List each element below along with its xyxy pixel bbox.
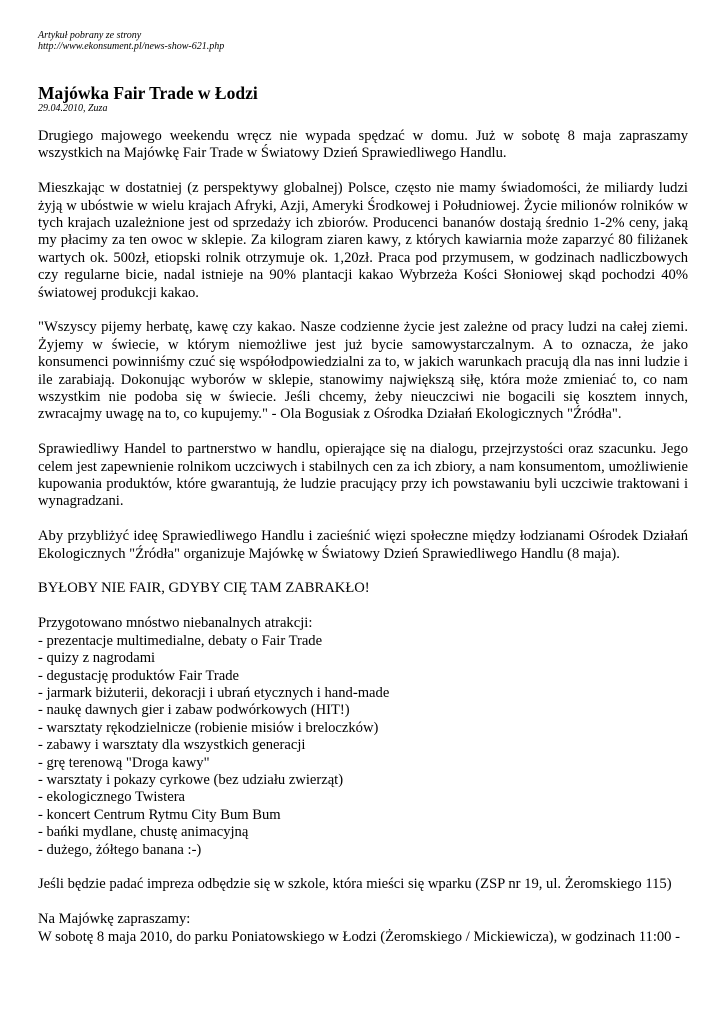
paragraph-organizer: Aby przybliżyć ideę Sprawiedliwego Handlu i zacieśnić więzi społeczne między łodzianami Ośrodek Działań Ekologicznych "Źródła" organizuje Majówkę w Światowy Dzień Sprawiedliwego Handlu (8 maja). xyxy=(38,528,688,562)
source-attribution xyxy=(38,30,688,52)
paragraph-fair-trade-definition: Sprawiedliwy Handel to partnerstwo w handlu, opierające się na dialogu, przejrzystości oraz szacunku. Jego celem jest zapewnienie rolnikom uczciwych i stabilnych cen za ich zbiory, a nam konsumentom, umożliwienie kupowania produktów, które gwarantują, że ludzie pracujący przy ich powstawaniu byli uczciwie traktowani i wynagradzani. xyxy=(38,441,688,510)
paragraph-slogan: BYŁOBY NIE FAIR, GDYBY CIĘ TAM ZABRAKŁO! xyxy=(38,580,370,597)
list-item: - dużego, żółtego banana :-) xyxy=(38,841,202,858)
list-item: - grę terenową "Droga kawy" xyxy=(38,754,210,771)
list-item: - naukę dawnych gier i zabaw podwórkowych (HIT!) xyxy=(38,702,350,719)
list-item: - zabawy i warsztaty dla wszystkich generacji xyxy=(38,737,306,754)
article-title: Majówka Fair Trade w Łodzi xyxy=(38,83,258,103)
invitation-heading: Na Majówkę zapraszamy: xyxy=(38,911,191,928)
source-url: http://www.ekonsument.pl/news-show-621.php xyxy=(38,41,225,52)
paragraph-context: Mieszkając w dostatniej (z perspektywy globalnej) Polsce, często nie mamy świadomości, że miliardy ludzi żyją w ubóstwie w wielu krajach Afryki, Azji, Ameryki Środkowej i Południowej. Życie milionów rolników w tych krajach uzależnione jest od sprzedaży ich zbiorów. Producenci bananów dostają średnio 1-2% ceny, jaką my płacimy za ten owoc w sklepie. Za kilogram ziaren kawy, z których kawiarnia może zaparzyć 80 filiżanek wartych ok. 500zł, etiopski rolnik otrzymuje ok. 1,20zł. Praca pod przymusem, w godzinach nadliczbowych czy regularne bicie, nadal istnieje na 90% plantacji kakao Wybrzeża Kości Słoniowej skąd pochodzi 40% światowej produkcji kakao. xyxy=(38,180,688,301)
attractions-list xyxy=(38,633,688,859)
list-item: - quizy z nagrodami xyxy=(38,650,156,667)
article-date-author: 29.04.2010, Zuza xyxy=(38,103,108,114)
invitation-details: W sobotę 8 maja 2010, do parku Poniatowskiego w Łodzi (Żeromskiego / Mickiewicza), w godzinach 11:00 - xyxy=(38,928,680,945)
list-item: - warsztaty i pokazy cyrkowe (bez udziału zwierząt) xyxy=(38,771,344,788)
paragraph-quote: "Wszyscy pijemy herbatę, kawę czy kakao. Nasze codzienne życie jest zależne od pracy ludzi na całej ziemi. Żyjemy w świecie, w którym niemożliwe jest już bycie samowystarczalnym. A to oznacza, że jako konsumenci powinniśmy czuć się współodpowiedzialni za to, w jakich warunkach pracują dla nas inni ludzie i ile zarabiają. Dokonując wyborów w sklepie, stanowimy największą siłę, która może zmieniać to, co nam wszystkim nie podoba się w świecie. Jeśli chcemy, żeby nieuczciwi nie bogacili się kosztem innych, zwracajmy uwagę na to, co kupujemy." - Ola Bogusiak z Ośrodka Działań Ekologicznych "Źródła". xyxy=(38,319,688,423)
paragraph-rain-info: Jeśli będzie padać impreza odbędzie się w szkole, która mieści się wparku (ZSP nr 19, ul. Żeromskiego 115) xyxy=(38,876,672,893)
list-item: - warsztaty rękodzielnicze (robienie misiów i breloczków) xyxy=(38,719,379,736)
list-item: - jarmark biżuterii, dekoracji i ubrań etycznych i hand-made xyxy=(38,684,390,701)
attractions-intro: Przygotowano mnóstwo niebanalnych atrakcji: xyxy=(38,615,313,632)
document-page xyxy=(38,30,688,946)
list-item: - prezentacje multimedialne, debaty o Fair Trade xyxy=(38,632,323,649)
list-item: - koncert Centrum Rytmu City Bum Bum xyxy=(38,806,281,823)
source-label: Artykuł pobrany ze strony xyxy=(38,30,142,41)
list-item: - ekologicznego Twistera xyxy=(38,789,186,806)
list-item: - degustację produktów Fair Trade xyxy=(38,667,240,684)
list-item: - bańki mydlane, chustę animacyjną xyxy=(38,824,249,841)
paragraph-intro: Drugiego majowego weekendu wręcz nie wypada spędzać w domu. Już w sobotę 8 maja zapraszamy wszystkich na Majówkę Fair Trade w Światowy Dzień Sprawiedliwego Handlu. xyxy=(38,128,688,162)
